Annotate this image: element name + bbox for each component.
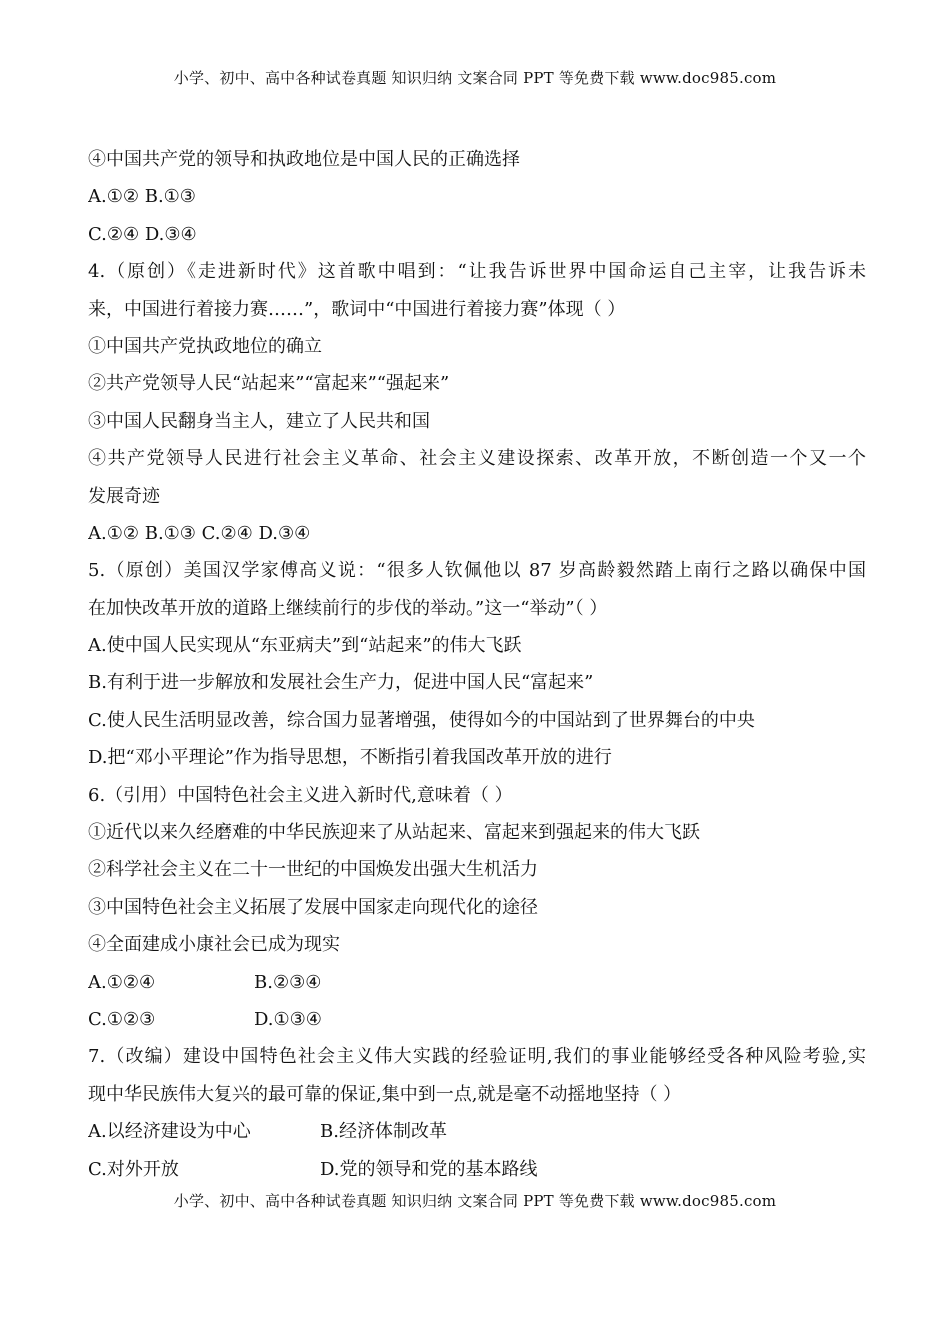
q5-stem-line-2: 在加快改革开放的道路上继续前行的步伐的举动。”这一“举动”（ ） xyxy=(88,597,608,619)
q6-options-row-2 xyxy=(88,1001,866,1038)
q7-option-b: B.经济体制改革 xyxy=(320,1121,447,1143)
q3-options-ab: A.①② B.①③ xyxy=(88,186,196,208)
q5-stem-line-1: 5.（原创）美国汉学家傅高义说：“很多人钦佩他以 87 岁高龄毅然踏上南行之路以确保中国 xyxy=(88,560,866,582)
q7-option-c: C.对外开放 xyxy=(88,1158,179,1180)
q4-item-2: ②共产党领导人民“站起来”“富起来”“强起来” xyxy=(88,373,450,395)
q6-option-c: C.①②③ xyxy=(88,1008,156,1030)
q4-item-4-line-1: ④共产党领导人民进行社会主义革命、社会主义建设探索、改革开放，不断创造一个又一个 xyxy=(88,448,866,470)
q3-item-4: ④中国共产党的领导和执政地位是中国人民的正确选择 xyxy=(88,149,520,170)
q6-option-b: B.②③④ xyxy=(254,971,322,993)
q7-stem-line-2: 现中华民族伟大复兴的最可靠的保证,集中到一点,就是毫不动摇地坚持（ ） xyxy=(88,1083,682,1105)
q6-options-row-1 xyxy=(88,964,866,1001)
q4-stem-line-1: 4.（原创）《走进新时代》这首歌中唱到：“让我告诉世界中国命运自己主宰，让我告诉未 xyxy=(88,261,866,283)
q7-options-row-1 xyxy=(88,1113,866,1150)
q5-option-b: B.有利于进一步解放和发展社会生产力，促进中国人民“富起来” xyxy=(88,672,594,694)
q6-item-2: ②科学社会主义在二十一世纪的中国焕发出强大生机活力 xyxy=(88,859,538,881)
q6-item-4: ④全面建成小康社会已成为现实 xyxy=(88,934,340,956)
q4-item-4-line-2: 发展奇迹 xyxy=(88,485,160,507)
page-footer: 小学、初中、高中各种试卷真题 知识归纳 文案合同 PPT 等免费下载 www.doc985.com xyxy=(173,1192,777,1210)
q6-option-a: A.①②④ xyxy=(88,971,156,993)
q5-option-d: D.把“邓小平理论”作为指导思想，不断指引着我国改革开放的进行 xyxy=(88,747,612,769)
q3-options-cd: C.②④ D.③④ xyxy=(88,223,197,245)
q6-item-3: ③中国特色社会主义拓展了发展中国家走向现代化的途径 xyxy=(88,896,538,918)
q5-option-c: C.使人民生活明显改善，综合国力显著增强，使得如今的中国站到了世界舞台的中央 xyxy=(88,709,755,731)
q4-item-3: ③中国人民翻身当主人，建立了人民共和国 xyxy=(88,410,430,432)
q6-item-1: ①近代以来久经磨难的中华民族迎来了从站起来、富起来到强起来的伟大飞跃 xyxy=(88,822,700,844)
q5-option-a: A.使中国人民实现从“东亚病夫”到“站起来”的伟大飞跃 xyxy=(88,635,522,657)
q6-option-d: D.①③④ xyxy=(254,1008,322,1030)
exam-content xyxy=(88,141,866,1188)
q6-stem: 6.（引用）中国特色社会主义进入新时代,意味着（ ） xyxy=(88,784,513,806)
q7-stem-line-1: 7.（改编）建设中国特色社会主义伟大实践的经验证明,我们的事业能够经受各种风险考验,实 xyxy=(88,1046,866,1068)
q7-option-a: A.以经济建设为中心 xyxy=(88,1121,251,1143)
q7-options-row-2 xyxy=(88,1151,866,1188)
q4-stem-line-2: 来，中国进行着接力赛……”，歌词中“中国进行着接力赛”体现（ ） xyxy=(88,298,626,320)
q4-options: A.①② B.①③ C.②④ D.③④ xyxy=(88,522,311,544)
q4-item-1: ①中国共产党执政地位的确立 xyxy=(88,335,322,357)
page-header: 小学、初中、高中各种试卷真题 知识归纳 文案合同 PPT 等免费下载 www.doc985.com xyxy=(173,69,777,87)
q7-option-d: D.党的领导和党的基本路线 xyxy=(320,1158,538,1180)
